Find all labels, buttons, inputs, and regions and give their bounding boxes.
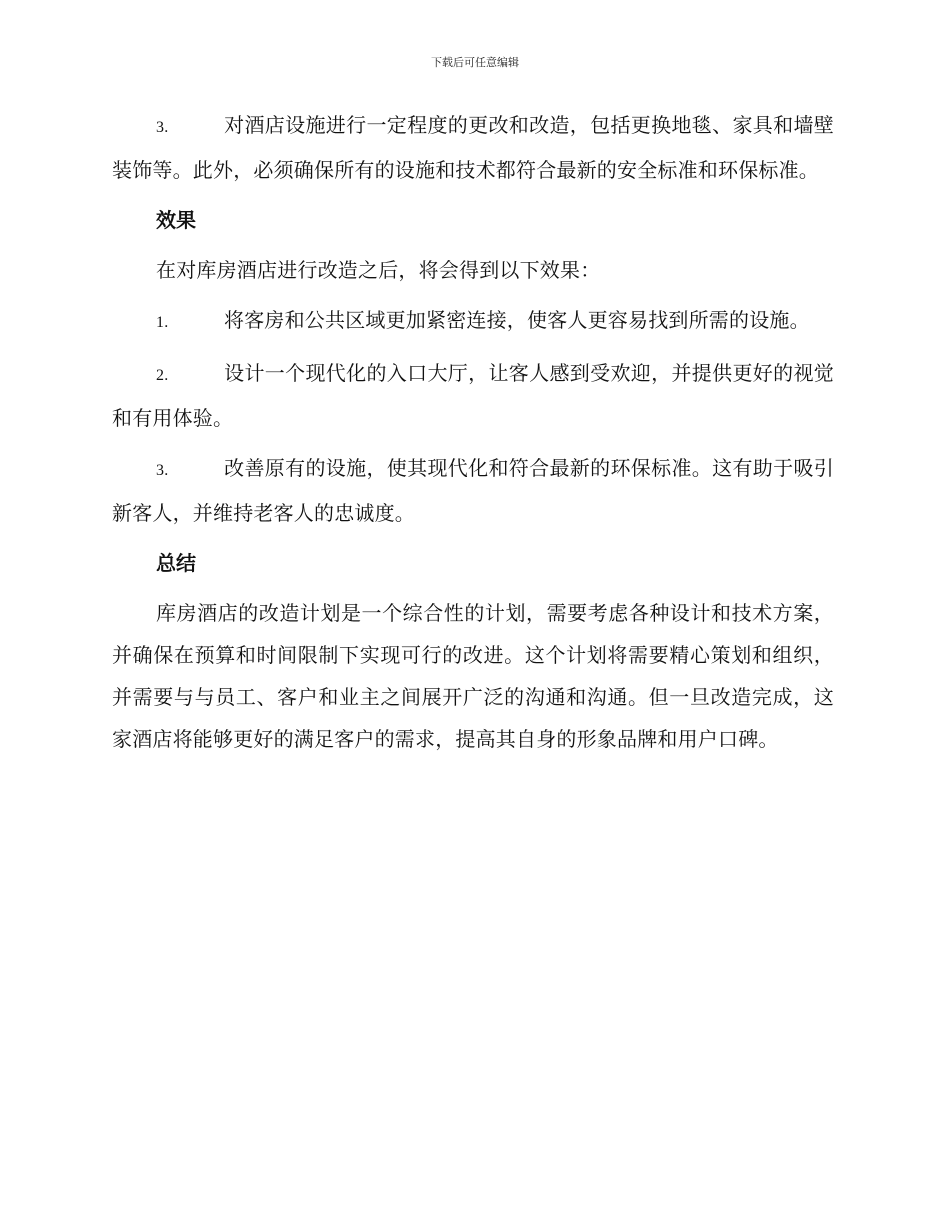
list-item-text: 将客房和公共区域更加紧密连接，使客人更容易找到所需的设施。 <box>224 308 810 332</box>
list-item <box>112 299 834 344</box>
list-item-text: 改善原有的设施，使其现代化和符合最新的环保标准。这有助于吸引新客人，并维持老客人的忠诚度。 <box>112 456 834 525</box>
document-body <box>112 104 834 768</box>
list-item <box>112 352 834 439</box>
paragraph: 库房酒店的改造计划是一个综合性的计划，需要考虑各种设计和技术方案，并确保在预算和时间限制下实现可行的改进。这个计划将需要精心策划和组织，并需要与与员工、客户和业主之间展开广泛的沟通和沟通。但一旦改造完成，这家酒店将能够更好的满足客户的需求，提高其自身的形象品牌和用户口碑。 <box>112 601 834 751</box>
page-header-note: 下载后可任意编辑 <box>431 56 519 69</box>
list-item <box>112 447 834 534</box>
list-item-text: 设计一个现代化的入口大厅，让客人感到受欢迎，并提供更好的视觉和有用体验。 <box>112 361 834 430</box>
list-number: 3. <box>156 462 169 479</box>
list-number: 3. <box>156 119 169 136</box>
list-item <box>112 104 834 191</box>
list-number: 1. <box>156 314 169 331</box>
list-item-text: 对酒店设施进行一定程度的更改和改造，包括更换地毯、家具和墙壁装饰等。此外，必须确保所有的设施和技术都符合最新的安全标准和环保标准。 <box>112 113 834 182</box>
section-heading-effects: 效果 <box>156 208 196 232</box>
list-number: 2. <box>156 367 169 384</box>
paragraph: 在对库房酒店进行改造之后，将会得到以下效果： <box>156 258 601 282</box>
section-heading-summary: 总结 <box>156 551 196 575</box>
